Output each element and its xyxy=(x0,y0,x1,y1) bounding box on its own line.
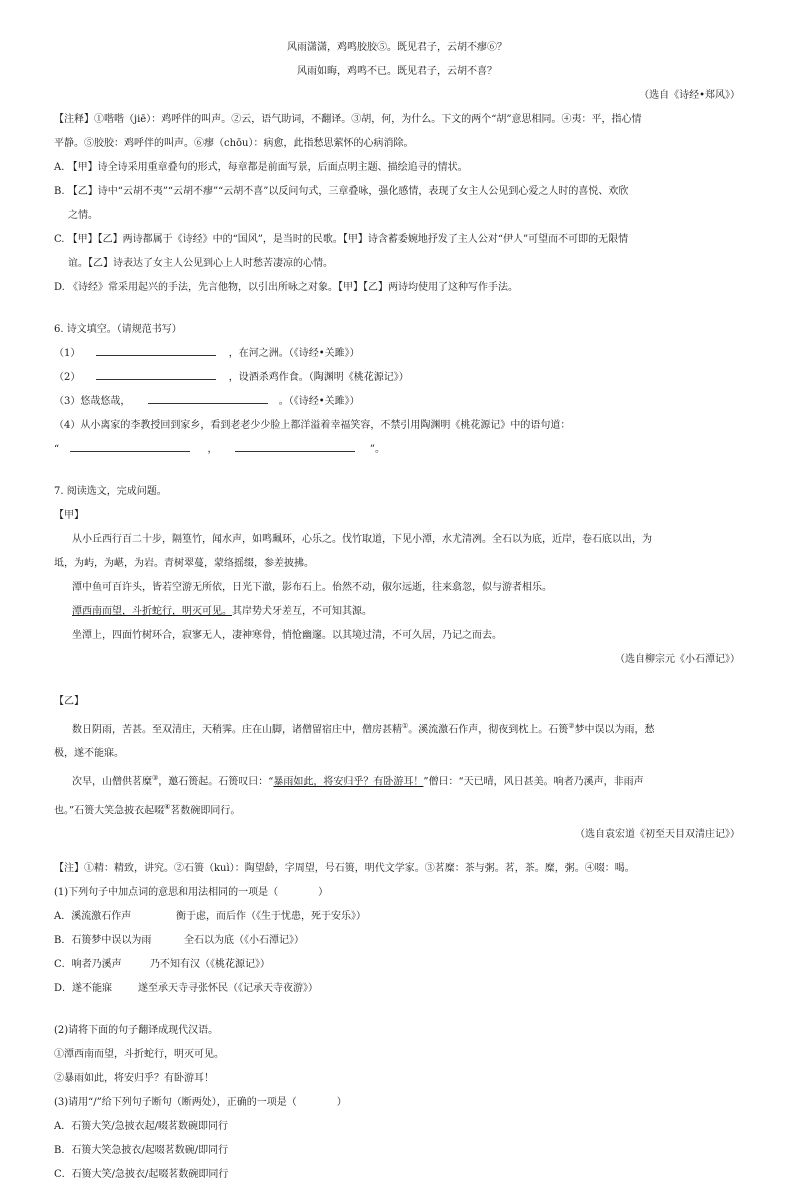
underlined-sentence: 暴雨如此，将安归乎？有卧游耳！ xyxy=(273,776,424,788)
underlined-sentence: 潭西南而望，斗折蛇行，明灭可见。 xyxy=(72,606,232,617)
jia-source: （选自柳宗元《小石潭记》） xyxy=(615,654,740,665)
q6-blank-4a[interactable] xyxy=(70,439,190,452)
sub3-option-b: B．石篑大笑急披衣/起啜茗数碗/即同行 xyxy=(54,1144,229,1156)
q6-blank-2[interactable] xyxy=(96,367,216,380)
yi-text: ”僧曰：“天已晴，风日甚美。响者乃溪声，非雨声 xyxy=(423,776,644,788)
q7-title: 7. 阅读选文，完成问题。 xyxy=(54,486,167,497)
option-right: 全石以为底（《小石潭记》） xyxy=(184,934,304,946)
q6-item-1-num: （1） xyxy=(54,348,81,359)
option-b: B. 【乙】诗中“云胡不夷”“云胡不瘳”“云胡不喜”以反问句式，三章叠咏，强化感情，表现了女主人公见到心爱之人时的喜悦、欢欣 xyxy=(54,186,629,197)
yi-para-1b: 极，遂不能寐。 xyxy=(54,748,124,760)
jia-para-1b: 坻，为屿，为嵁，为岩。青树翠蔓，蒙络摇缀，参差披拂。 xyxy=(54,558,314,569)
sub2-item-2: ②暴雨如此，将安归乎？有卧游耳！ xyxy=(54,1072,214,1084)
footnote-4: ④ xyxy=(164,802,171,811)
sub1-option-b xyxy=(54,929,740,953)
q6-title: 6. 诗文填空。（请规范书写） xyxy=(54,324,182,335)
sub1-option-a xyxy=(54,905,740,929)
option-right: 乃不知有汉（《桃花源记》） xyxy=(150,958,270,970)
jia-para-3-rest: 其岸势犬牙差互，不可知其源。 xyxy=(232,606,372,617)
q7-note: 【注】①精：精致，讲究。②石篑（kuì）：陶望龄，字周望，号石篑，明代文学家。③茗糜：茶与粥。茗，茶。糜，粥。④啜：喝。 xyxy=(54,862,635,874)
yi-source: （选自袁宏道《初至天目双清庄记》） xyxy=(575,828,740,840)
yi-text: 梦中误以为雨，愁 xyxy=(574,724,655,736)
yi-text: 数日阴雨，苦甚。至双清庄，天稍霁。庄在山脚，诸僧留宿庄中，僧房甚精 xyxy=(72,724,402,736)
option-right: 遂至承天寺寻张怀民（《记承天寺夜游》） xyxy=(138,982,318,994)
yi-text: 也。”石篑大笑急披衣起啜 xyxy=(54,804,165,816)
yi-text: 茗数碗即同行。 xyxy=(170,804,241,816)
yi-para-2b xyxy=(54,795,740,823)
q6-item-4-answer xyxy=(54,438,740,462)
option-d: D. 《诗经》常采用起兴的手法，先言他物，以引出所咏之对象。【甲】【乙】两诗均使用了这种写作手法。 xyxy=(54,282,519,293)
yi-para-1a xyxy=(54,714,740,742)
q6-item-2 xyxy=(54,366,740,390)
q6-blank-3[interactable] xyxy=(148,391,268,404)
q6-blank-4b[interactable] xyxy=(235,439,355,452)
yi-text: 。溪流激石作声，彻夜到枕上。石篑 xyxy=(408,724,569,736)
q6-item-2-text: ，设酒杀鸡作食。（陶渊明《桃花源记》） xyxy=(228,372,409,383)
jia-tag: 【甲】 xyxy=(54,510,84,521)
jia-para-2: 潭中鱼可百许头，皆若空游无所依，日光下澈，影布石上。佁然不动，俶尔远逝，往来翕忽，似与游者相乐。 xyxy=(72,582,552,593)
poem-line-2: 风雨如晦，鸡鸣不已。既见君子，云胡不喜？ xyxy=(297,66,497,77)
footnote-3: ③ xyxy=(152,774,159,783)
open-quote: “ xyxy=(54,444,60,455)
sub3-option-a: A．石篑大笑/急披衣起/啜茗数碗即同行 xyxy=(54,1120,228,1132)
option-left: A．溪流激石作声 xyxy=(54,910,132,922)
q6-item-3-pre: （3）悠哉悠哉， xyxy=(54,396,131,407)
option-left: D．遂不能寐 xyxy=(54,982,113,994)
q6-blank-1[interactable] xyxy=(96,343,216,356)
poem-source: （选自《诗经•郑风》） xyxy=(639,90,740,101)
sub-question-3: (3)请用“/”给下列句子断句（断两处），正确的一项是（ ） xyxy=(54,1096,347,1108)
yi-text: ，邀石篑起。石篑叹曰：“ xyxy=(158,776,274,788)
document-page xyxy=(54,36,740,1187)
sub-question-2: (2)请将下面的句子翻译成现代汉语。 xyxy=(54,1024,219,1036)
sub1-option-c xyxy=(54,953,740,977)
sub2-item-1: ①潭西南而望，斗折蛇行，明灭可见。 xyxy=(54,1048,224,1060)
option-c-cont: 谊。【乙】诗表达了女主人公见到心上人时愁苦凄凉的心情。 xyxy=(68,258,333,269)
q6-item-3 xyxy=(54,390,740,414)
option-left: C．响者乃溪声 xyxy=(54,958,122,970)
q6-item-2-num: （2） xyxy=(54,372,81,383)
jia-para-4: 坐潭上，四面竹树环合，寂寥无人，凄神寒骨，悄怆幽邃。以其境过清，不可久居，乃记之而去。 xyxy=(72,630,502,641)
sub-question-1: (1)下列句子中加点词的意思和用法相同的一项是（ ） xyxy=(54,886,329,898)
yi-tag: 【乙】 xyxy=(54,696,84,707)
sub1-option-d xyxy=(54,977,740,1001)
poem-line-1: 风雨潇潇，鸡鸣胶胶⑤。既见君子，云胡不瘳⑥？ xyxy=(287,42,507,53)
q6-item-1 xyxy=(54,342,740,366)
yi-text: 次早，山僧供茗糜 xyxy=(72,776,152,788)
notes-line-2: 平静。⑤胶胶：鸡呼伴的叫声。⑥瘳（chōu）：病愈，此指愁思萦怀的心病消除。 xyxy=(54,138,414,149)
option-right: 衡于虑，而后作（《生于忧患，死于安乐》） xyxy=(176,910,366,922)
comma: ， xyxy=(207,444,218,455)
jia-para-1a: 从小丘西行百二十步，隔篁竹，闻水声，如鸣珮环，心乐之。伐竹取道，下见小潭，水尤清冽。全石以为底，近岸，卷石底以出，为 xyxy=(72,534,652,545)
q6-item-1-text: ，在河之洲。（《诗经•关雎》） xyxy=(228,348,360,359)
option-b-cont: 之情。 xyxy=(68,210,98,221)
yi-para-2a xyxy=(54,766,740,794)
option-left: B．石篑梦中误以为雨 xyxy=(54,934,152,946)
option-a: A. 【甲】诗全诗采用重章叠句的形式，每章都是前面写景，后面点明主题、描绘追寻的情状。 xyxy=(54,162,468,173)
notes-line-1: 【注释】①喈喈（jiē）：鸡呼伴的叫声。②云，语气助词，不翻译。③胡，何，为什么。下文的两个“胡”意思相同。④夷：平，指心情 xyxy=(54,114,642,125)
sub3-option-c: C．石篑大笑/急披衣/起啜茗数碗即同行 xyxy=(54,1168,229,1180)
q6-item-4: （4）从小离家的李教授回到家乡，看到老老少少脸上都洋溢着幸福笑容，不禁引用陶渊明《桃花源记》中的语句道： xyxy=(54,420,571,431)
footnote-1: ① xyxy=(402,722,409,730)
close-quote: ”。 xyxy=(369,444,385,455)
option-c: C. 【甲】【乙】两诗都属于《诗经》中的“国风”，是当时的民歌。【甲】诗含蓄委婉地抒发了主人公对“伊人”可望而不可即的无限情 xyxy=(54,234,629,245)
footnote-2: ② xyxy=(568,722,575,730)
jia-para-3 xyxy=(54,600,740,624)
q6-item-3-text: 。（《诗经•关雎》） xyxy=(278,396,360,407)
